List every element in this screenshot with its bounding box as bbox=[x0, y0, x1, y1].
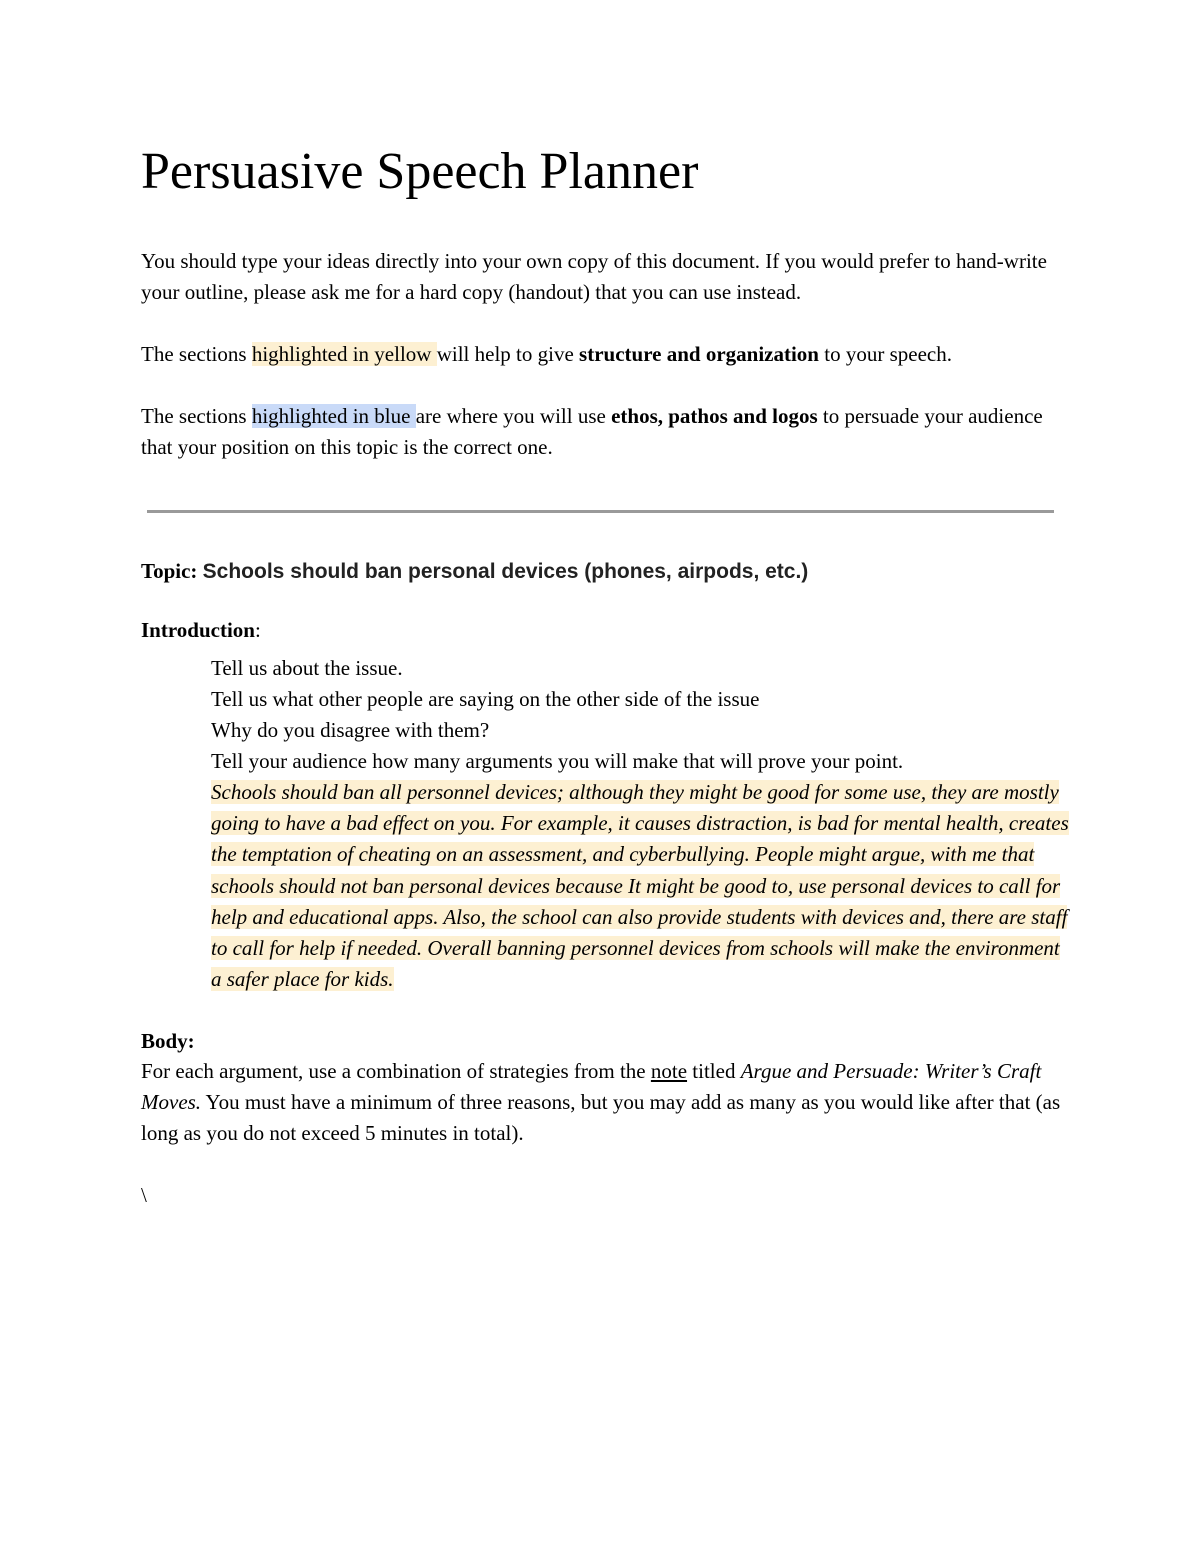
introduction-answer[interactable] bbox=[211, 777, 1071, 995]
blue-highlight-note bbox=[141, 401, 1066, 463]
body-text-end: You must have a minimum of three reasons, but you may add as many as you would like after that (as long as you do not exceed 5 minutes in total). bbox=[141, 1090, 1061, 1145]
note-title: Argue and Persuade: Writer’s Craft Moves. bbox=[141, 1059, 1042, 1114]
note-link[interactable]: note bbox=[650, 1059, 688, 1083]
blue-note-prefix: The sections bbox=[141, 404, 252, 428]
blue-note-middle: are where you will use bbox=[415, 404, 612, 428]
body-text-titled: titled bbox=[687, 1059, 741, 1083]
yellow-note-bold: structure and organization bbox=[579, 342, 819, 366]
body-instructions bbox=[141, 1056, 1066, 1149]
instructions-paragraph: You should type your ideas directly into your own copy of this document. If you would prefer to hand-write your outline, please ask me for a hard copy (handout) that you can use instead. bbox=[141, 249, 1047, 304]
yellow-note-suffix: to your speech. bbox=[819, 342, 952, 366]
prompt-item: Tell your audience how many arguments you will make that will prove your point. bbox=[211, 749, 904, 773]
introduction-answer-text: Schools should ban all personnel devices; although they might be good for some use, they are mostly going to have a bad effect on you. For example, it causes distraction, is bad for mental health, creates the temptation of cheating on an assessment, and cyberbullying. People might argue, with me that schools should not ban personal devices because It might be good to, use personal devices to call for help and educational apps. Also, the school can also provide students with devices and, there are staff to call for help if needed. Overall banning personnel devices from schools will make the environment a safer place for kids. bbox=[211, 780, 1069, 992]
blue-highlight-sample: highlighted in blue bbox=[251, 404, 416, 428]
yellow-note-prefix: The sections bbox=[141, 342, 252, 366]
introduction-heading-text: Introduction bbox=[141, 618, 255, 642]
page-title: Persuasive Speech Planner bbox=[141, 143, 699, 200]
blue-note-bold: ethos, pathos and logos bbox=[611, 404, 818, 428]
trailing-character: \ bbox=[141, 1183, 147, 1207]
prompt-item: Tell us what other people are saying on the other side of the issue bbox=[211, 687, 760, 711]
topic-label: Topic: bbox=[141, 559, 198, 583]
prompt-item: Why do you disagree with them? bbox=[211, 718, 490, 742]
yellow-note-middle: will help to give bbox=[436, 342, 580, 366]
yellow-highlight-sample: highlighted in yellow bbox=[251, 342, 437, 366]
topic-text: Schools should ban personal devices (phones, airpods, etc.) bbox=[202, 560, 809, 583]
yellow-highlight-note bbox=[141, 339, 1066, 370]
introduction-heading bbox=[141, 615, 261, 646]
introduction-prompts bbox=[211, 653, 1071, 777]
body-heading: Body: bbox=[141, 1029, 195, 1053]
introduction-heading-colon: : bbox=[254, 618, 261, 642]
topic-line bbox=[141, 556, 808, 587]
horizontal-divider bbox=[147, 510, 1054, 513]
body-text-start: For each argument, use a combination of strategies from the bbox=[141, 1059, 651, 1083]
blue-note-suffix: to persuade your audience that your position on this topic is the correct one. bbox=[141, 404, 1043, 459]
prompt-item: Tell us about the issue. bbox=[211, 656, 403, 680]
